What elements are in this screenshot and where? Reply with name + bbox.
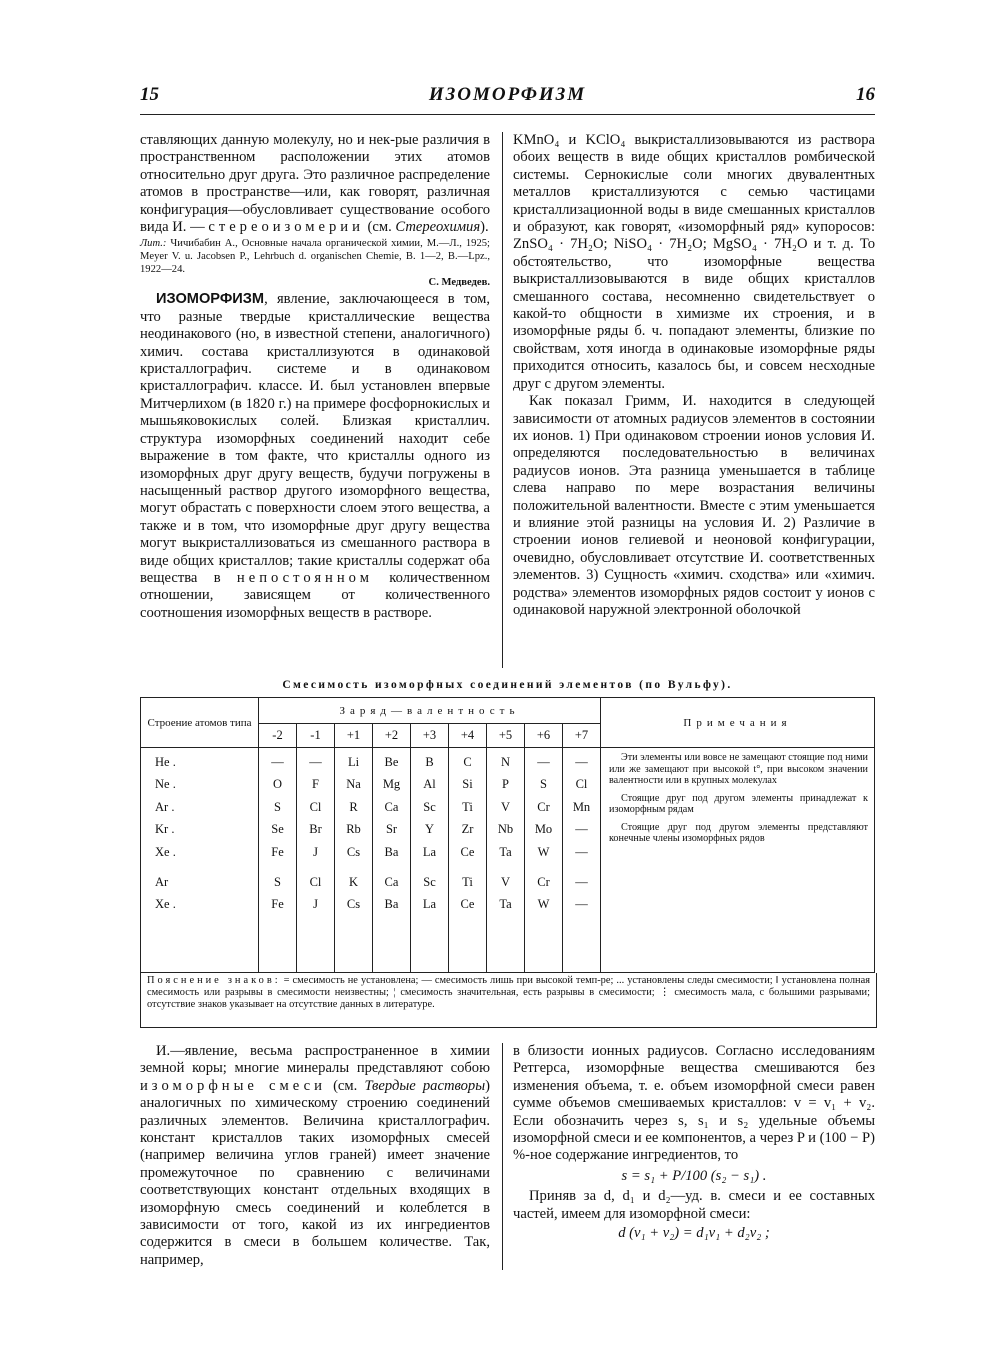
- legend-label: Пояснение знаков:: [147, 975, 281, 986]
- legend-text: = смесимость не установлена; — смесимость лишь при высокой темп-ре; ... установлены следы смесимости; ‖ установлена полная смесимость или разрывы в смесимости неизвестны; ¦ смесимость значительная, есть разрывы в смесимости; ⋮ смесимость мала, с большими разрывами; отсутствие знаков указывает на отсутствие данных в литературе.: [147, 975, 871, 1011]
- row-label: Ar .: [155, 799, 175, 814]
- table-note: Стоящие друг под другом элементы представляют конечные члены изоморфных рядов: [609, 821, 868, 844]
- element-cell: —: [537, 755, 550, 769]
- charge-cell: +5: [487, 724, 525, 748]
- running-header: [140, 84, 875, 114]
- element-column: [525, 748, 563, 973]
- element-cell: Ca: [384, 799, 399, 814]
- author-signature: С. Медведев.: [428, 277, 490, 289]
- row-label: Xe .: [155, 844, 176, 859]
- cross-reference: Твердые растворы: [364, 1077, 486, 1094]
- element-cell: Cs: [346, 844, 361, 859]
- charge-cell: -1: [297, 724, 335, 748]
- element-cell: Sc: [423, 875, 436, 890]
- charge-column-header: Заряд—валентность: [259, 698, 601, 724]
- charge-cell: +7: [563, 724, 601, 748]
- row-label: Xe .: [155, 897, 176, 912]
- paragraph: Как показал Гримм, И. находится в следующей зависимости от атомных радиусов элементов в состоянии их ионов. 1) При одинаковом строении ионов условия И. определяются последовательностью в величинах радиусов ионов. Эта разница уменьшается в таблице слева направо по мере возрастания величины положительной валентности. Вместе с этим уменьшается и влияние этой разницы на условия И. 2) Различие в строении ионов гелиевой и неоновой конфигурации, очевидно, обусловливает отсутствие И. соответственных элементов. 3) Сущность «химич. сходства» или «химич. родства» элементов изоморфных рядов состоит у ионов с одинаковой наружной электронной оболочкой: [513, 393, 875, 618]
- element-cell: C: [463, 755, 472, 769]
- element-cell: Ti: [462, 799, 473, 814]
- notes-cell: [601, 748, 875, 973]
- element-cell: B: [425, 755, 434, 769]
- element-cell: Se: [271, 822, 284, 837]
- element-cell: S: [274, 875, 281, 890]
- element-cell: Na: [346, 777, 361, 792]
- page-number-right: 16: [856, 84, 875, 105]
- element-cell: Cl: [309, 799, 322, 814]
- table-note: Эти элементы или вовсе не замещают стоящие под ними или же замещают при высокой t°, при высоком значении валентности или в крупных молекулах: [609, 752, 868, 786]
- element-cell: Ce: [460, 897, 475, 912]
- structure-column-header: Строение атомов типа: [141, 698, 259, 748]
- element-cell: —: [575, 875, 588, 890]
- literature-note: Лит.: Чичибабин А., Основные начала органической химии, М.—Л., 1925; Meyer V. u. Jacobsen P., Lehrbuch d. organischen Chemie, B. 1—2, B.—Lpz., 1922—24. С. Медведев.: [140, 238, 490, 289]
- element-cell: F: [312, 777, 319, 792]
- element-cell: Sc: [423, 799, 436, 814]
- element-cell: R: [349, 799, 358, 814]
- running-title: ИЗОМОРФИЗМ: [428, 84, 587, 105]
- element-cell: Mn: [572, 799, 591, 814]
- structure-cell: [141, 748, 259, 973]
- element-cell: —: [271, 755, 284, 769]
- element-cell: Ca: [384, 875, 399, 890]
- element-cell: Rb: [346, 822, 361, 837]
- element-cell: —: [575, 755, 588, 769]
- charge-cell: +3: [411, 724, 449, 748]
- cross-reference: Стереохимия: [395, 219, 481, 236]
- element-column: [449, 748, 487, 973]
- element-cell: Mo: [534, 822, 553, 837]
- formula: d (v₁ + v₂) = d₁v₁ + d₂v₂ ;: [618, 1225, 770, 1242]
- element-cell: V: [500, 875, 511, 890]
- lower-left-column: [140, 1043, 490, 1269]
- element-cell: —: [575, 897, 588, 912]
- element-cell: —: [575, 822, 588, 837]
- element-column: [373, 748, 411, 973]
- charge-cell: -2: [259, 724, 297, 748]
- column-divider: [502, 132, 503, 668]
- element-column: [259, 748, 297, 973]
- isomorphism-table: [140, 697, 875, 973]
- element-cell: J: [313, 844, 318, 859]
- element-cell: Cl: [309, 875, 322, 890]
- row-label: Ne .: [155, 777, 176, 792]
- lower-right-column: [513, 1043, 875, 1244]
- element-cell: S: [540, 777, 547, 792]
- element-cell: Ce: [460, 844, 475, 859]
- column-divider: [502, 1043, 503, 1270]
- table-note: Стоящие друг под другом элементы принадлежат к изоморфным рядам: [609, 792, 868, 815]
- row-label: He .: [155, 755, 176, 769]
- element-cell: J: [313, 897, 318, 912]
- element-cell: W: [537, 897, 550, 912]
- element-cell: V: [500, 799, 511, 814]
- element-cell: —: [575, 844, 588, 859]
- header-rule: [140, 114, 875, 115]
- element-cell: Al: [423, 777, 436, 792]
- element-cell: Nb: [497, 822, 514, 837]
- element-cell: Br: [309, 822, 322, 837]
- element-cell: Y: [424, 822, 435, 837]
- term: стереоизомерии: [208, 219, 364, 236]
- paragraph: ставляющих данную молекулу, но и нек-рые различия в пространственном расположении этих атомов относительно друг друга. Это различное распределение атомов в пространстве—или, как говорят, различная конфигурация—обусловливает существование особого вида И. — стереоизомерии (см. Стереохимия).: [140, 132, 490, 236]
- element-cell: Fe: [271, 844, 284, 859]
- term: непостоянном: [236, 569, 373, 586]
- row-label: Ar: [155, 875, 169, 890]
- page-number-left: 15: [140, 84, 159, 105]
- element-cell: Zr: [461, 822, 474, 837]
- element-cell: Be: [384, 755, 399, 769]
- table-body-row: [141, 748, 875, 973]
- element-cell: O: [272, 777, 283, 792]
- charge-cell: +6: [525, 724, 563, 748]
- paragraph: Приняв за d, d₁ и d₂—уд. в. смеси и ее составных частей, имеем для изоморфной смеси:: [513, 1188, 875, 1222]
- element-column: [297, 748, 335, 973]
- element-cell: Sr: [385, 822, 398, 837]
- charge-cell: +4: [449, 724, 487, 748]
- charge-cell: +2: [373, 724, 411, 748]
- upper-right-column: [513, 132, 875, 619]
- formula: s = s₁ + P/100 (s₂ − s₁) .: [621, 1167, 767, 1184]
- element-cell: N: [500, 755, 511, 769]
- element-cell: Ti: [462, 875, 473, 890]
- element-cell: Ta: [499, 844, 512, 859]
- element-cell: Cl: [575, 777, 588, 792]
- element-column: [335, 748, 373, 973]
- element-cell: Si: [462, 777, 473, 792]
- element-cell: W: [537, 844, 550, 859]
- element-cell: Ba: [384, 897, 399, 912]
- element-cell: Fe: [271, 897, 284, 912]
- paragraph: И.—явление, весьма распространенное в химии земной коры; многие минералы представляют собою изоморфные смеси (см. Твердые растворы) аналогичных по химическому строению соединений различных элементов. Величина кристаллографич. констант кристаллов таких изоморфных смесей (например величина углов граней) имеет значение промежуточное по сравнению с величинами соответствующих констант отдельных входящих в изоморфную смесь соединений и колеблется в зависимости от того, какой из их ингредиентов содержится в смеси в большем количестве. Так, например,: [140, 1043, 490, 1268]
- element-cell: Cr: [537, 799, 550, 814]
- element-cell: Ta: [499, 897, 512, 912]
- paragraph: KMnO₄ и KClO₄ выкристаллизовываются из раствора обоих веществ в виде общих кристаллов ромбической системы. Сернокислые соли многих двувалентных металлов кристаллизуются с семью частицами кристаллизационной воды в виде смешанных кристаллов и образуют, как говорят, «изоморфный ряд» купоросов: ZnSO₄ · 7H₂O; NiSO₄ · 7H₂O; MgSO₄ · 7H₂O и т. д. То обстоятельство, что изоморфные вещества выкристаллизовываются в виде общих кристаллов смешанного состава, несомненно свидетельствует о какой-то общности в химизме их строения, и в изоморфные ряды б. ч. попадают элементы, близкие по свойствам, хотя иногда в одинаковые изоморфные ряды приходится относить, казалось бы, и совсем несходные друг с другом элементы.: [513, 132, 875, 392]
- element-cell: Mg: [382, 777, 401, 792]
- paragraph: ИЗОМОРФИЗМ, явление, заключающееся в том, что разные твердые кристаллические вещества неодинакового (но, в известной степени, аналогичного) химич. состава кристаллизуются в одинаковой кристаллографич. системе и в одинаковом кристаллографич. классе. И. был установлен впервые Митчерлихом (в 1820 г.) на примере фосфорнокислых и мышьяковокислых солей. Близкая кристаллич. структура изоморфных соединений находит себе выражение в том факте, что кристаллы одного из изоморфных друг другу веществ, будучи погружены в насыщенный раствор другого изоморфного вещества, могут обрастать с поверхности слоем этого вещества, а также и в том, что изоморфные друг другу вещества могут выкристаллизоваться из смешанного раствора в виде общих кристаллов; такие кристаллы содержат оба вещества в непостоянном количественном отношении, зависящем от количественного соотношения изоморфных веществ в растворе.: [140, 291, 490, 621]
- element-cell: —: [309, 755, 322, 769]
- paragraph: в близости ионных радиусов. Согласно исследованиям Ретгерса, изоморфные вещества смешиваются без изменения объема, т. е. объем изоморфной смеси равен сумме объемов смешиваемых кристаллов: v = v₁ + v₂. Если обозначить через s, s₁ и s₂ удельные объемы изоморфной смеси и ее компонентов, а через P и (100 − P) %-ное содержание ингредиентов, то: [513, 1043, 875, 1164]
- element-column: [487, 748, 525, 973]
- element-cell: K: [348, 875, 359, 890]
- element-cell: Cr: [537, 875, 550, 890]
- term: изоморфные смеси: [140, 1077, 326, 1094]
- element-cell: P: [502, 777, 509, 792]
- element-cell: La: [422, 897, 437, 912]
- table-title: Смесимость изоморфных соединений элементов (по Вульфу).: [282, 679, 733, 691]
- article-headword: ИЗОМОРФИЗМ: [156, 291, 265, 308]
- table-legend: [140, 973, 877, 1028]
- row-label: Kr .: [155, 822, 175, 837]
- charge-cell: +1: [335, 724, 373, 748]
- element-column: [411, 748, 449, 973]
- table-header-row: [141, 698, 875, 724]
- element-cell: La: [422, 844, 437, 859]
- notes-column-header: Примечания: [601, 698, 875, 748]
- element-cell: Cs: [346, 897, 361, 912]
- element-cell: Li: [347, 755, 360, 769]
- element-cell: S: [274, 799, 281, 814]
- upper-left-column: [140, 132, 490, 622]
- element-column: [563, 748, 601, 973]
- element-cell: Ba: [384, 844, 399, 859]
